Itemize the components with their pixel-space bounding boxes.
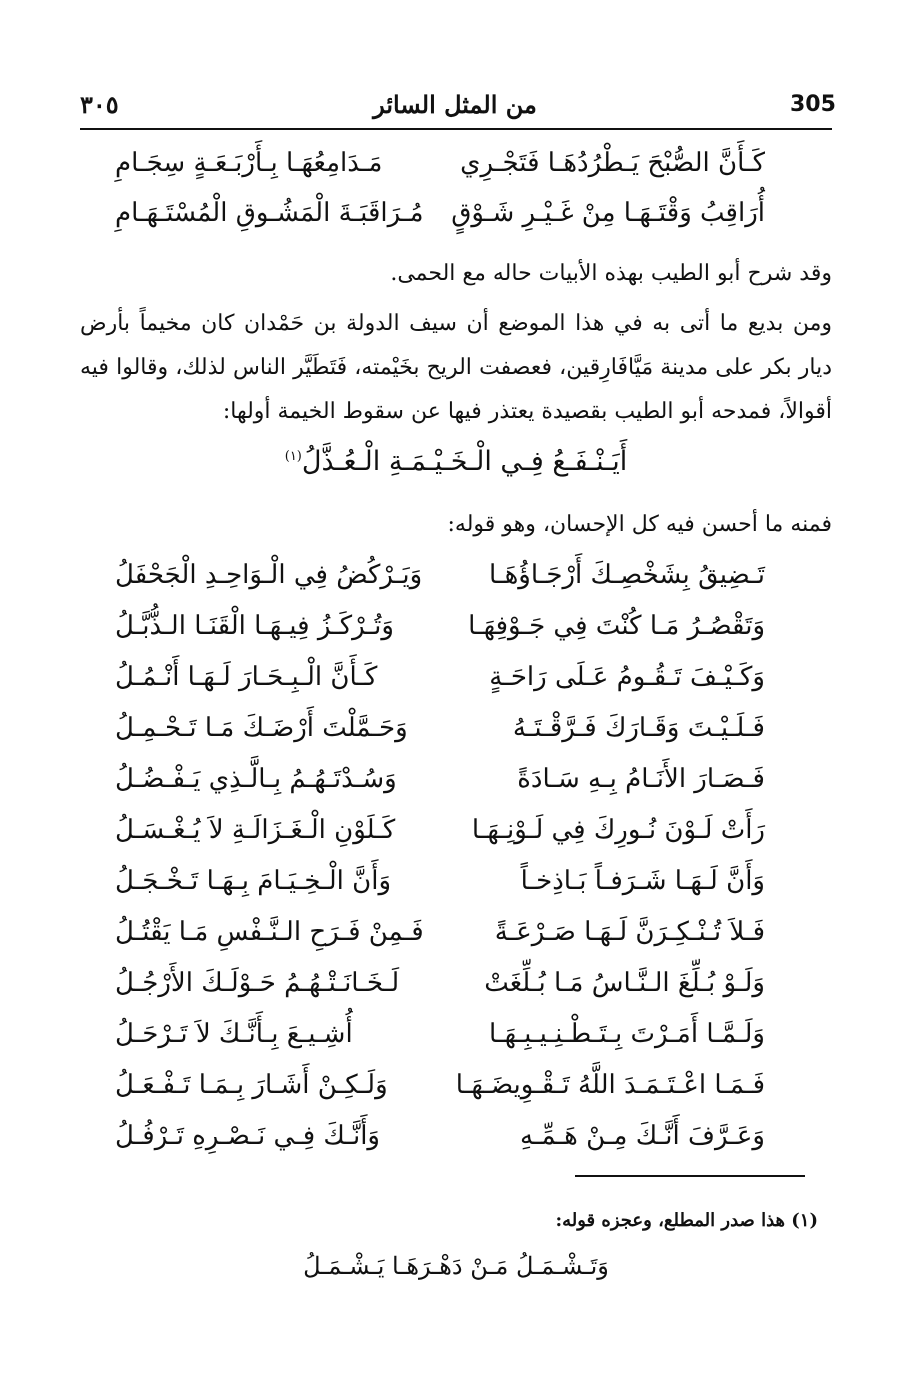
verse-couplet bbox=[115, 764, 765, 815]
verse-couplet bbox=[115, 815, 765, 866]
intro-line: فمنه ما أحسن فيه كل الإحسان، وهو قوله: bbox=[447, 512, 832, 537]
page-header bbox=[80, 90, 836, 130]
verse-second-hemistich: وَتُـرْكَـزُ فِيـهَـا الْقَنَـا الـذُّبَّـلُ bbox=[115, 611, 394, 641]
verse-couplet bbox=[115, 713, 765, 764]
verse-couplet bbox=[115, 662, 765, 713]
verse-second-hemistich: فَـمِنْ فَـرَحِ الـنَّـفْسِ مَـا يَقْتُـلُ bbox=[115, 917, 424, 947]
verse-second-hemistich: وَحَـمَّلْتَ أَرْضَـكَ مَـا تَـحْـمِـلُ bbox=[115, 713, 408, 743]
verse-first-hemistich: وَعَـرَّفَ أَنَّـكَ مِـنْ هَـمِّـهِ bbox=[519, 1121, 765, 1151]
page-number-arabic: ٣٠٥ bbox=[80, 90, 119, 119]
verse-first-hemistich: فَـلَـيْـتَ وَقَـارَكَ فَـرَّقْـتَـهُ bbox=[512, 713, 765, 743]
verse-couplet bbox=[115, 611, 765, 662]
running-title: من المثل السائر bbox=[373, 90, 537, 119]
verse-second-hemistich: أُشِـيـعَ بِـأَنَّـكَ لاَ تَـرْحَـلُ bbox=[115, 1019, 353, 1049]
verse-second-hemistich: وَأَنَّ الْـخِـيَـامَ بِـهَـا تَـخْـجَـلُ bbox=[115, 866, 392, 896]
verse-second-hemistich: وَأَنَّـكَ فِـي نَـصْـرِهِ تَـرْفُـلُ bbox=[115, 1121, 380, 1151]
verse-first-hemistich: تَـضِيقُ بِشَخْصِـكَ أَرْجَـاؤُهَـا bbox=[489, 560, 765, 590]
verse-first-hemistich: فَـمَـا اعْـتَـمَـدَ اللَّهُ تَـقْـوِيضَـهَـا bbox=[455, 1070, 765, 1100]
verse-couplet bbox=[115, 968, 765, 1019]
verse-couplet bbox=[115, 1019, 765, 1070]
paragraph-fever: وقد شرح أبو الطيب بهذه الأبيات حاله مع الحمى. bbox=[390, 261, 832, 286]
opening-verses bbox=[115, 148, 765, 248]
verse-couplet bbox=[115, 148, 765, 198]
verse-second-hemistich: كَـلَوْنِ الْـغَـزَالَـةِ لاَ يُـغْـسَـلُ bbox=[115, 815, 396, 845]
verse-first-hemistich: وَتَقْصُـرُ مَـا كُنْتَ فِي جَـوْفِهَـا bbox=[468, 611, 765, 641]
footnote-marker: (١) bbox=[284, 449, 302, 464]
verse-second-hemistich: وَسُـدْتَـهُـمُ بِـالَّـذِي يَـفْـضُـلُ bbox=[115, 764, 397, 794]
verse-first-hemistich: وَلَـوْ بُـلِّغَ الـنَّـاسُ مَـا بُـلِّغَتْ bbox=[484, 968, 765, 998]
verse-first-hemistich: فَـلاَ تُـنْـكِـرَنَّ لَـهَـا صَـرْعَـةً bbox=[494, 917, 765, 947]
verse-first-hemistich: وَلَـمَّـا أَمَـرْتَ بِـتَـطْـنِـيـبِـهَـا bbox=[489, 1019, 765, 1049]
verse-second-hemistich: مَـدَامِعُهَـا بِـأَرْبَـعَـةٍ سِجَـامِ bbox=[115, 148, 383, 178]
verse-couplet bbox=[115, 917, 765, 968]
paragraph-tent-story: ومن بديع ما أتى به في هذا الموضع أن سيف الدولة بن حَمْدان كان مخيماً بأرض ديار بكر على مدينة مَيَّافَارِقين، فعصفت الريح بخَيْمته، فَتَطَيَّر الناس لذلك، وقالوا فيه أقوالاً، فمدحه أبو الطيب بقصيدة يعتذر فيها عن سقوط الخيمة أولها: bbox=[80, 311, 832, 424]
footnote-verse: وَتَـشْـمَـلُ مَـنْ دَهْـرَهَـا يَـشْـمَـلُ bbox=[303, 1252, 609, 1280]
verse-second-hemistich: لَـخَـانَـتْـهُـمُ حَـوْلَـكَ الأَرْجُـلُ bbox=[115, 968, 400, 998]
header-divider bbox=[80, 128, 832, 130]
verse-first-hemistich: فَـصَـارَ الأَنَـامُ بِـهِ سَـادَةً bbox=[517, 764, 765, 794]
opening-line-text: أَيَـنْـفَـعُ فِـي الْـخَـيْـمَـةِ الْـعُـذَّلُ bbox=[301, 446, 628, 477]
verse-first-hemistich: رَأَتْ لَـوْنَ نُـورِكَ فِي لَـوْنِـهَـا bbox=[471, 815, 765, 845]
verse-first-hemistich: كَـأَنَّ الصُّبْحَ يَـطْرُدُهَـا فَتَجْـرِي bbox=[460, 148, 765, 178]
poem-verses bbox=[115, 560, 765, 1172]
verse-second-hemistich: مُـرَاقَبَـةَ الْمَشُـوقِ الْمُسْتَـهَـامِ bbox=[115, 198, 424, 228]
verse-first-hemistich: وَكَـيْـفَ تَـقُـومُ عَـلَى رَاحَـةٍ bbox=[489, 662, 765, 692]
verse-first-hemistich: وَأَنَّ لَـهَـا شَـرَفـاً بَـاذِخـاً bbox=[520, 866, 765, 896]
verse-second-hemistich: وَيَـرْكُضُ فِي الْـوَاحِـدِ الْجَحْفَلُ bbox=[115, 560, 423, 590]
page-number-latin: 305 bbox=[790, 92, 836, 117]
verse-couplet bbox=[115, 1070, 765, 1121]
footnote-divider bbox=[575, 1175, 805, 1177]
opening-line-verse bbox=[80, 446, 832, 477]
verse-second-hemistich: وَلَـكِـنْ أَشَـارَ بِـمَـا تَـفْـعَـلُ bbox=[115, 1070, 388, 1100]
verse-couplet bbox=[115, 560, 765, 611]
verse-first-hemistich: أُرَاقِبُ وَقْتَـهَـا مِنْ غَـيْـرِ شَـوْقٍ bbox=[451, 198, 765, 228]
verse-couplet bbox=[115, 198, 765, 248]
footnote-text: (١) هذا صدر المطلع، وعجزه قوله: bbox=[555, 1210, 818, 1231]
verse-couplet bbox=[115, 866, 765, 917]
verse-couplet bbox=[115, 1121, 765, 1172]
verse-second-hemistich: كَـأَنَّ الْـبِـحَـارَ لَـهَـا أَنْـمُـلُ bbox=[115, 662, 378, 692]
